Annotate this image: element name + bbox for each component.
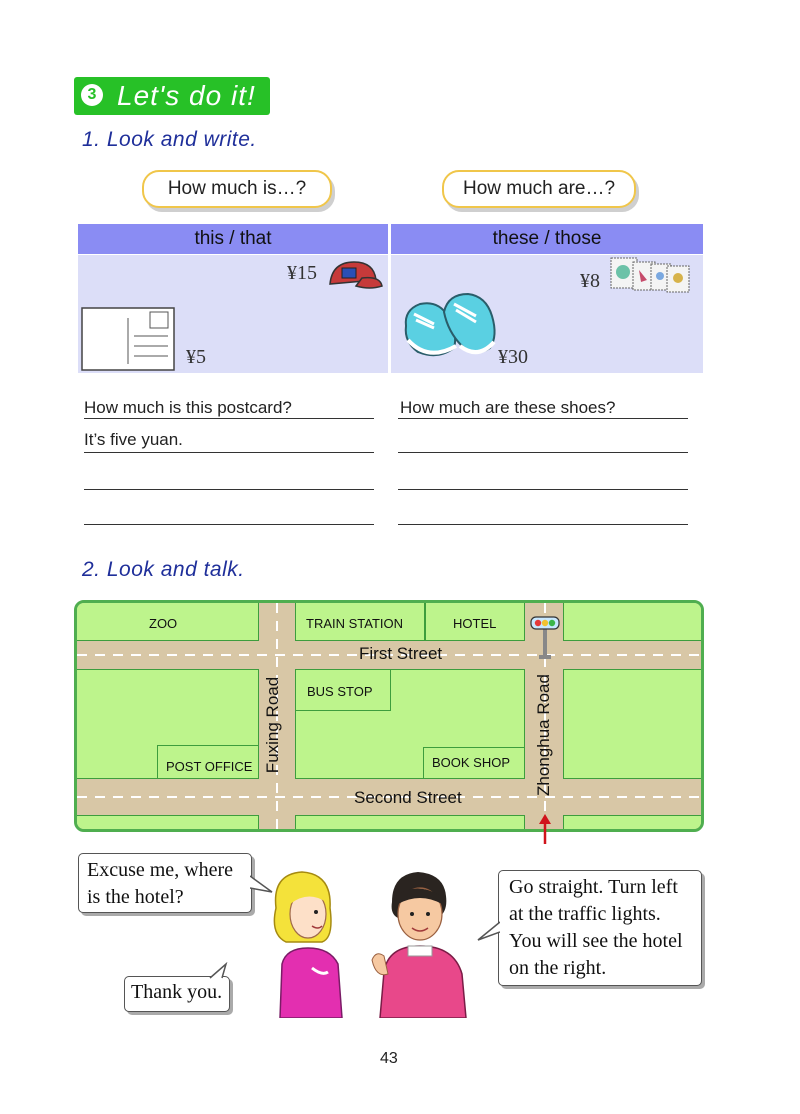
stamps-icon: [607, 256, 697, 298]
postcard-icon: [80, 304, 178, 372]
phrase-pill-singular: How much is…?: [142, 170, 332, 208]
place-train-station: TRAIN STATION: [306, 616, 404, 631]
stamps-price: ¥8: [580, 270, 600, 292]
speech-bubble-question: Excuse me, where is the hotel?: [78, 853, 252, 913]
writing-line: [398, 524, 688, 525]
section-number: 3: [81, 84, 103, 106]
phrase-pill-plural: How much are…?: [442, 170, 636, 208]
answer-left-2[interactable]: It’s five yuan.: [84, 430, 183, 449]
writing-line: [84, 489, 374, 490]
boy-illustration: [362, 862, 474, 1018]
bubble-tail: [206, 962, 228, 980]
place-bus-stop: BUS STOP: [307, 684, 373, 699]
street-map: [74, 600, 704, 832]
place-post-office: POST OFFICE: [166, 759, 253, 774]
writing-line: [84, 418, 374, 419]
road-zhonghua: Zhonghua Road: [533, 674, 553, 796]
traffic-light-icon: [529, 613, 561, 661]
page-number: 43: [380, 1050, 398, 1067]
speech-bubble-directions: Go straight. Turn left at the traffic lights. You will see the hotel on the right.: [498, 870, 702, 986]
writing-line: [84, 452, 374, 453]
shoes-icon: [398, 286, 502, 370]
writing-line: [398, 418, 688, 419]
start-arrow-icon: [537, 812, 553, 846]
answer-left-1[interactable]: How much is this postcard?: [84, 398, 292, 417]
place-hotel: HOTEL: [453, 616, 497, 631]
cap-icon: [322, 256, 384, 296]
table-header-these-those: these / those: [391, 224, 703, 254]
bubble-tail: [476, 918, 500, 944]
answer-right-1[interactable]: How much are these shoes?: [400, 398, 616, 417]
exercise-1-title: 1. Look and write.: [82, 128, 257, 151]
writing-line: [398, 452, 688, 453]
street-second: Second Street: [354, 788, 462, 807]
street-first: First Street: [359, 644, 443, 663]
exercise-2-title: 2. Look and talk.: [82, 558, 245, 581]
girl-illustration: [268, 868, 358, 1018]
section-header-title: Let's do it!: [117, 80, 256, 111]
writing-line: [84, 524, 374, 525]
speech-bubble-thanks: Thank you.: [124, 976, 230, 1012]
road-fuxing: Fuxing Road: [263, 676, 283, 774]
shoes-price: ¥30: [498, 346, 528, 368]
writing-line: [398, 489, 688, 490]
cap-price: ¥15: [287, 262, 317, 284]
table-header-this-that: this / that: [78, 224, 388, 254]
place-book-shop: BOOK SHOP: [432, 755, 511, 770]
postcard-price: ¥5: [186, 346, 206, 368]
place-zoo: ZOO: [149, 616, 178, 631]
